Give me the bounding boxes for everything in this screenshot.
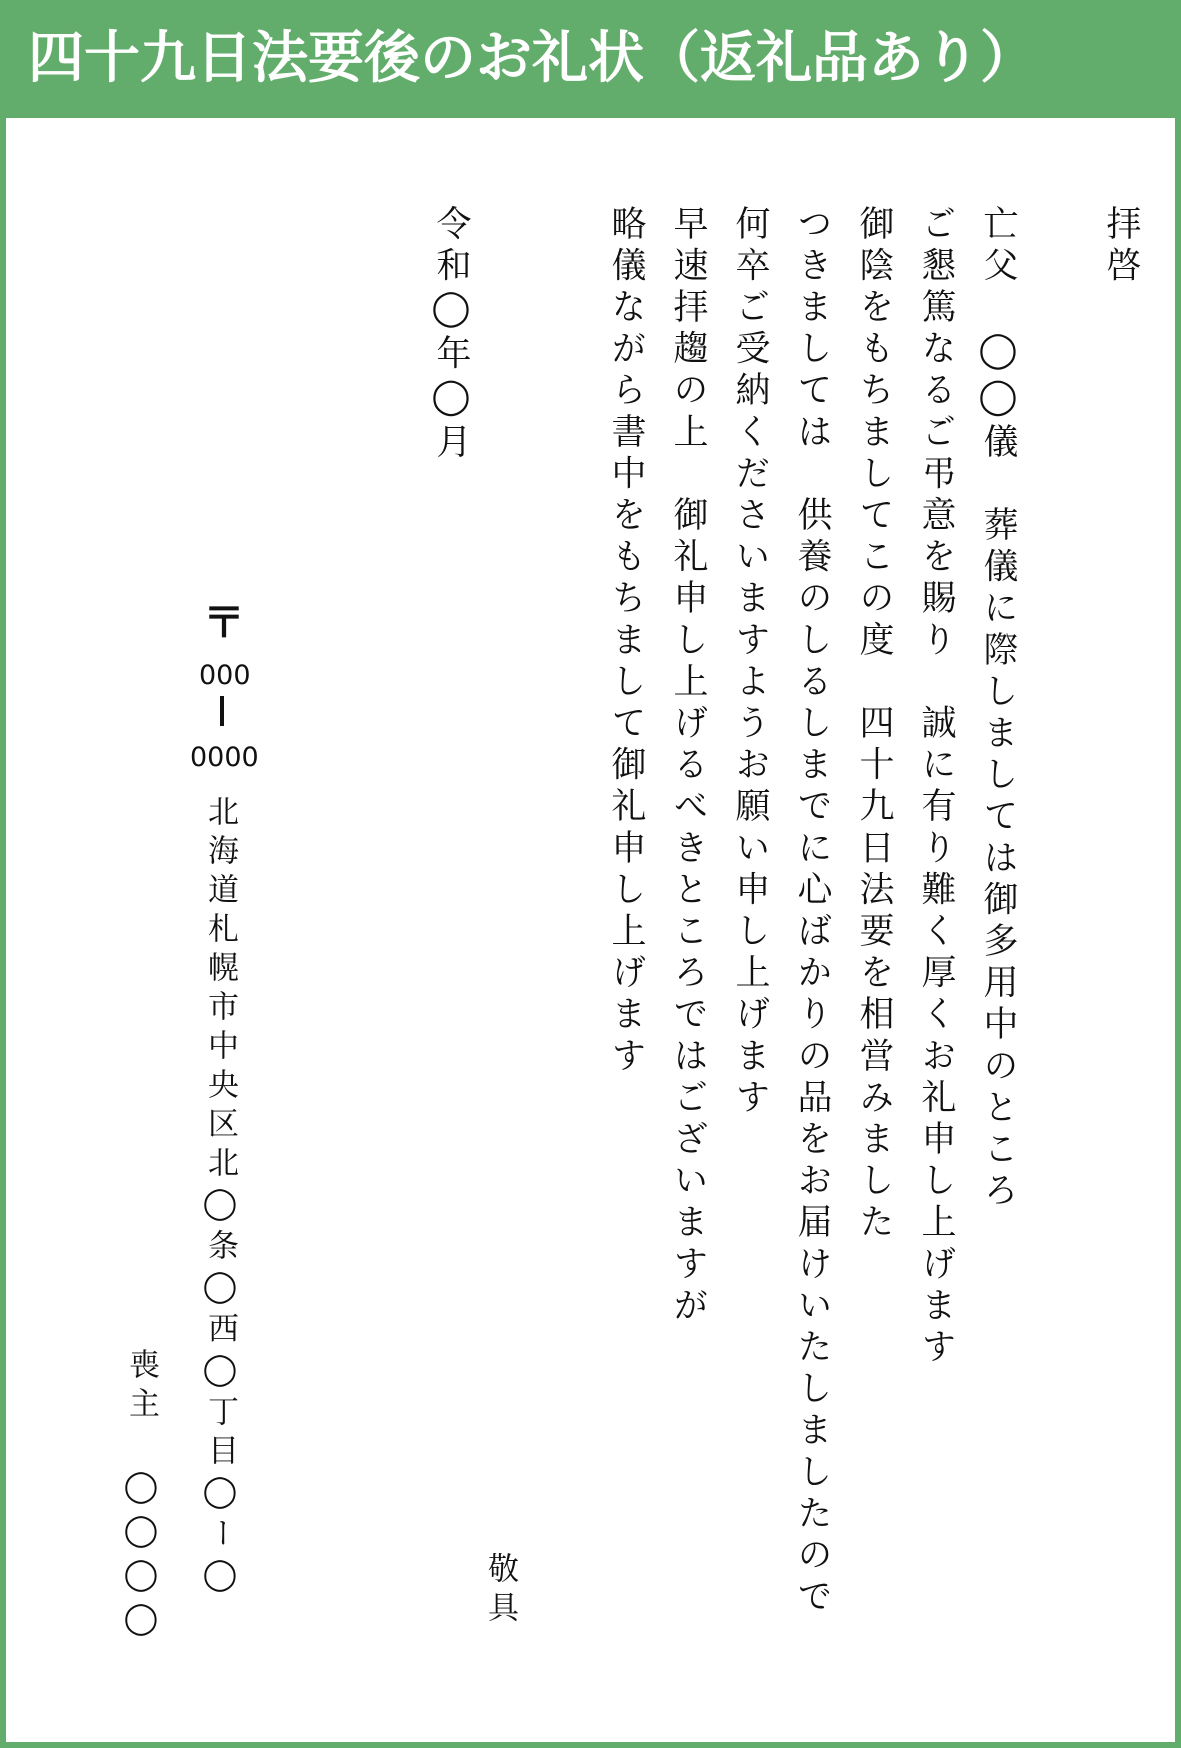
sender-address: 北海道札幌市中央区北◯条◯西◯丁目◯ー◯ xyxy=(202,795,238,1600)
letter-line-7: 略儀ながら書中をもちまして御礼申し上げます xyxy=(606,205,646,1079)
letter-line-4: つきましては 供養のしるしまでに心ばかりの品をお届けいたしましたので xyxy=(792,205,832,1620)
letter-line-3: 御陰をもちましてこの度 四十九日法要を相営みました xyxy=(854,205,894,1245)
letter-line-1: 亡父 ◯◯儀 葬儀に際しましては御多用中のところ xyxy=(978,205,1018,1214)
title-banner xyxy=(0,0,1181,118)
page-title: 四十九日法要後のお礼状（返礼品あり） xyxy=(28,26,1036,91)
postal-code-last: 0000 xyxy=(190,742,259,773)
letter-line-2: ご懇篤なるご弔意を賜り 誠に有り難く厚くお礼申し上げます xyxy=(916,205,956,1370)
letter-line-6: 早速拝趨の上 御礼申し上げるべきところではございますが xyxy=(668,205,708,1329)
letter-closing: 敬具 xyxy=(482,1552,518,1630)
postal-code-first: 000 xyxy=(199,660,251,691)
postal-code-separator xyxy=(220,696,224,726)
letter-date: 令和◯年◯月 xyxy=(431,205,471,465)
sender-name: ◯◯◯◯ xyxy=(123,1468,159,1644)
letter-line-5: 何卒ご受納くださいますようお願い申し上げます xyxy=(730,205,770,1121)
letter-opening: 拝啓 xyxy=(1101,205,1141,289)
postal-mark: 〒 xyxy=(203,598,246,647)
sender-role: 喪主 xyxy=(123,1348,159,1426)
